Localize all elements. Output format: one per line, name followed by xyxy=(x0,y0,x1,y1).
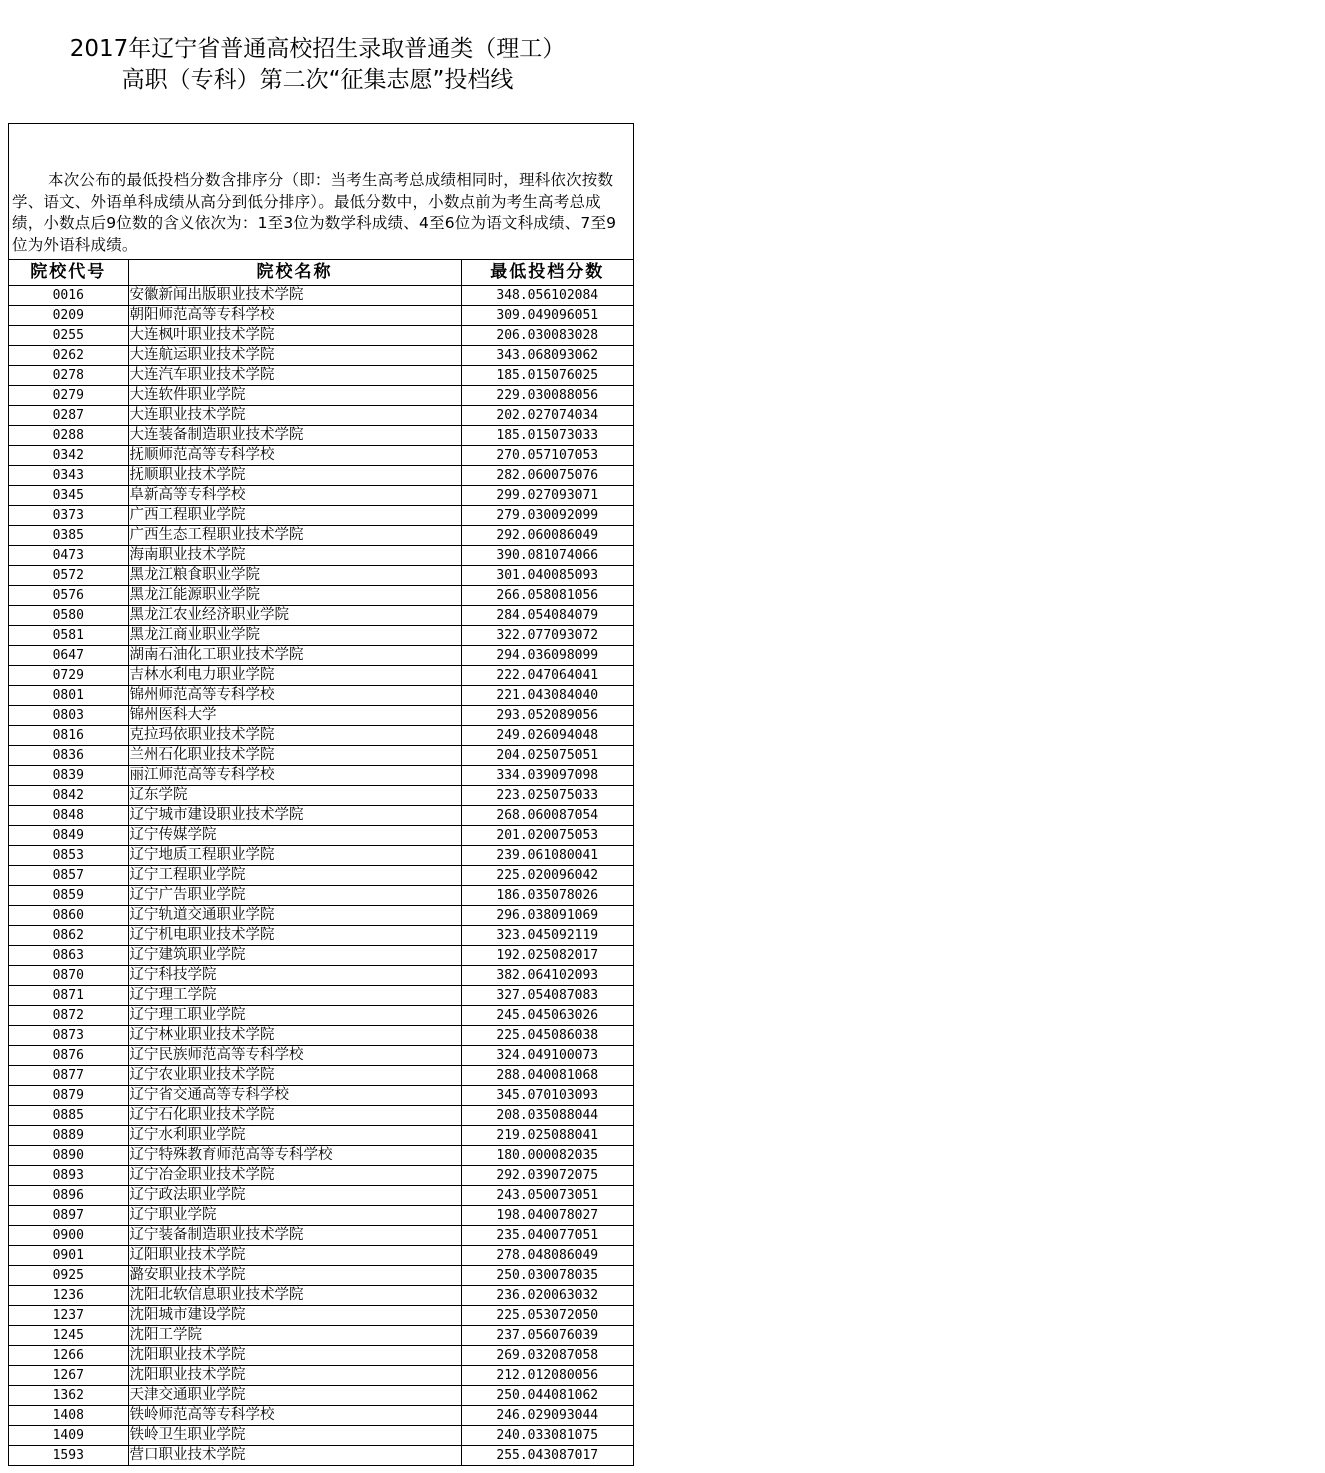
min-score-cell: 186.035078026 xyxy=(461,886,633,906)
school-code-cell: 0842 xyxy=(9,786,128,806)
school-code-cell: 0893 xyxy=(9,1166,128,1186)
school-name-cell: 黑龙江能源职业学院 xyxy=(128,586,461,606)
school-name-cell: 抚顺师范高等专科学校 xyxy=(128,446,461,466)
school-code-cell: 0871 xyxy=(9,986,128,1006)
table-row xyxy=(9,406,633,426)
school-code-cell: 0889 xyxy=(9,1126,128,1146)
table-row xyxy=(9,366,633,386)
table-row xyxy=(9,1246,633,1266)
min-score-cell: 180.000082035 xyxy=(461,1146,633,1166)
school-code-cell: 1408 xyxy=(9,1406,128,1426)
table-row xyxy=(9,466,633,486)
min-score-cell: 239.061080041 xyxy=(461,846,633,866)
min-score-cell: 208.035088044 xyxy=(461,1106,633,1126)
min-score-cell: 270.057107053 xyxy=(461,446,633,466)
table-row xyxy=(9,686,633,706)
table-row xyxy=(9,1226,633,1246)
school-code-cell: 1409 xyxy=(9,1426,128,1446)
school-name-cell: 海南职业技术学院 xyxy=(128,546,461,566)
school-name-cell: 辽宁理工职业学院 xyxy=(128,1006,461,1026)
school-name-cell: 锦州师范高等专科学校 xyxy=(128,686,461,706)
table-row xyxy=(9,966,633,986)
school-name-cell: 抚顺职业技术学院 xyxy=(128,466,461,486)
school-code-cell: 0255 xyxy=(9,326,128,346)
table-row xyxy=(9,1106,633,1126)
school-name-cell: 辽宁水利职业学院 xyxy=(128,1126,461,1146)
table-row xyxy=(9,1426,633,1446)
table-row xyxy=(9,926,633,946)
school-code-cell: 0262 xyxy=(9,346,128,366)
school-code-cell: 0900 xyxy=(9,1226,128,1246)
table-row xyxy=(9,1026,633,1046)
table-row xyxy=(9,526,633,546)
school-name-cell: 黑龙江农业经济职业学院 xyxy=(128,606,461,626)
school-name-cell: 辽宁工程职业学院 xyxy=(128,866,461,886)
school-name-cell: 大连汽车职业技术学院 xyxy=(128,366,461,386)
school-name-cell: 吉林水利电力职业学院 xyxy=(128,666,461,686)
school-code-cell: 0816 xyxy=(9,726,128,746)
school-name-cell: 辽宁民族师范高等专科学校 xyxy=(128,1046,461,1066)
min-score-cell: 309.049096051 xyxy=(461,306,633,326)
min-score-cell: 250.030078035 xyxy=(461,1266,633,1286)
school-name-cell: 天津交通职业学院 xyxy=(128,1386,461,1406)
table-row xyxy=(9,1286,633,1306)
school-code-cell: 0647 xyxy=(9,646,128,666)
min-score-cell: 269.032087058 xyxy=(461,1346,633,1366)
school-name-cell: 兰州石化职业技术学院 xyxy=(128,746,461,766)
min-score-cell: 322.077093072 xyxy=(461,626,633,646)
school-name-cell: 辽宁机电职业技术学院 xyxy=(128,926,461,946)
min-score-cell: 235.040077051 xyxy=(461,1226,633,1246)
min-score-cell: 223.025075033 xyxy=(461,786,633,806)
school-code-cell: 0343 xyxy=(9,466,128,486)
table-row xyxy=(9,986,633,1006)
min-score-cell: 201.020075053 xyxy=(461,826,633,846)
school-name-cell: 沈阳工学院 xyxy=(128,1326,461,1346)
title-line-2: 高职（专科）第二次“征集志愿”投档线 xyxy=(121,67,514,93)
school-code-cell: 0897 xyxy=(9,1206,128,1226)
school-code-cell: 1236 xyxy=(9,1286,128,1306)
table-row xyxy=(9,706,633,726)
school-code-cell: 0849 xyxy=(9,826,128,846)
school-code-cell: 0862 xyxy=(9,926,128,946)
min-score-cell: 266.058081056 xyxy=(461,586,633,606)
school-code-cell: 0863 xyxy=(9,946,128,966)
school-code-cell: 1267 xyxy=(9,1366,128,1386)
min-score-cell: 334.039097098 xyxy=(461,766,633,786)
school-code-cell: 0853 xyxy=(9,846,128,866)
table-row xyxy=(9,1206,633,1226)
school-code-cell: 0385 xyxy=(9,526,128,546)
min-score-cell: 219.025088041 xyxy=(461,1126,633,1146)
table-row xyxy=(9,306,633,326)
min-score-cell: 292.060086049 xyxy=(461,526,633,546)
school-code-cell: 0876 xyxy=(9,1046,128,1066)
school-code-cell: 1362 xyxy=(9,1386,128,1406)
school-name-cell: 辽宁城市建设职业技术学院 xyxy=(128,806,461,826)
min-score-cell: 292.039072075 xyxy=(461,1166,633,1186)
school-name-cell: 辽宁科技学院 xyxy=(128,966,461,986)
min-score-cell: 284.054084079 xyxy=(461,606,633,626)
table-row xyxy=(9,1086,633,1106)
min-score-cell: 245.045063026 xyxy=(461,1006,633,1026)
school-code-cell: 0857 xyxy=(9,866,128,886)
score-sheet xyxy=(8,123,634,1466)
school-name-cell: 辽宁特殊教育师范高等专科学校 xyxy=(128,1146,461,1166)
min-score-cell: 198.040078027 xyxy=(461,1206,633,1226)
school-name-cell: 黑龙江商业职业学院 xyxy=(128,626,461,646)
min-score-cell: 225.053072050 xyxy=(461,1306,633,1326)
min-score-cell: 255.043087017 xyxy=(461,1446,633,1466)
school-name-cell: 广西生态工程职业技术学院 xyxy=(128,526,461,546)
school-name-cell: 辽宁地质工程职业学院 xyxy=(128,846,461,866)
school-name-cell: 沈阳北软信息职业技术学院 xyxy=(128,1286,461,1306)
header-code: 院校代号 xyxy=(9,260,128,286)
school-name-cell: 辽宁理工学院 xyxy=(128,986,461,1006)
min-score-cell: 225.020096042 xyxy=(461,866,633,886)
school-code-cell: 0580 xyxy=(9,606,128,626)
table-row xyxy=(9,786,633,806)
school-name-cell: 辽阳职业技术学院 xyxy=(128,1246,461,1266)
table-row xyxy=(9,1166,633,1186)
school-code-cell: 1237 xyxy=(9,1306,128,1326)
school-name-cell: 安徽新闻出版职业技术学院 xyxy=(128,286,461,306)
school-name-cell: 大连软件职业学院 xyxy=(128,386,461,406)
min-score-cell: 243.050073051 xyxy=(461,1186,633,1206)
school-name-cell: 潞安职业技术学院 xyxy=(128,1266,461,1286)
school-code-cell: 0801 xyxy=(9,686,128,706)
table-row xyxy=(9,566,633,586)
table-row xyxy=(9,486,633,506)
page-title xyxy=(0,34,635,96)
table-row xyxy=(9,1046,633,1066)
school-code-cell: 0345 xyxy=(9,486,128,506)
school-name-cell: 大连枫叶职业技术学院 xyxy=(128,326,461,346)
table-row xyxy=(9,726,633,746)
table-row xyxy=(9,1186,633,1206)
table-row xyxy=(9,1006,633,1026)
table-row xyxy=(9,626,633,646)
min-score-cell: 204.025075051 xyxy=(461,746,633,766)
table-row xyxy=(9,1446,633,1466)
table-row xyxy=(9,1366,633,1386)
min-score-cell: 237.056076039 xyxy=(461,1326,633,1346)
school-code-cell: 1593 xyxy=(9,1446,128,1466)
school-code-cell: 0278 xyxy=(9,366,128,386)
school-name-cell: 铁岭师范高等专科学校 xyxy=(128,1406,461,1426)
school-name-cell: 锦州医科大学 xyxy=(128,706,461,726)
title-line-1: 2017年辽宁省普通高校招生录取普通类（理工） xyxy=(69,36,566,62)
school-name-cell: 辽宁传媒学院 xyxy=(128,826,461,846)
school-name-cell: 辽东学院 xyxy=(128,786,461,806)
table-row xyxy=(9,646,633,666)
table-row xyxy=(9,666,633,686)
school-code-cell: 0016 xyxy=(9,286,128,306)
school-code-cell: 1266 xyxy=(9,1346,128,1366)
school-name-cell: 辽宁建筑职业学院 xyxy=(128,946,461,966)
school-code-cell: 0890 xyxy=(9,1146,128,1166)
table-row xyxy=(9,1306,633,1326)
school-code-cell: 0473 xyxy=(9,546,128,566)
header-row xyxy=(9,260,633,286)
table-row xyxy=(9,326,633,346)
table-row xyxy=(9,506,633,526)
min-score-cell: 222.047064041 xyxy=(461,666,633,686)
school-name-cell: 辽宁林业职业技术学院 xyxy=(128,1026,461,1046)
table-row xyxy=(9,386,633,406)
school-code-cell: 0873 xyxy=(9,1026,128,1046)
table-row xyxy=(9,426,633,446)
school-code-cell: 0901 xyxy=(9,1246,128,1266)
min-score-cell: 225.045086038 xyxy=(461,1026,633,1046)
table-row xyxy=(9,906,633,926)
school-code-cell: 0209 xyxy=(9,306,128,326)
table-row xyxy=(9,826,633,846)
table-row xyxy=(9,746,633,766)
school-code-cell: 0885 xyxy=(9,1106,128,1126)
school-code-cell: 0848 xyxy=(9,806,128,826)
min-score-cell: 345.070103093 xyxy=(461,1086,633,1106)
explanation-note: 本次公布的最低投档分数含排序分（即：当考生高考总成绩相同时，理科依次按数学、语文、外语单科成绩从高分到低分排序）。最低分数中，小数点前为考生高考总成绩，小数点后9位数的含义依次为：1至3位为数学科成绩、4至6位为语文科成绩、7至9位为外语科成绩。 xyxy=(12,171,617,254)
min-score-cell: 343.068093062 xyxy=(461,346,633,366)
table-row xyxy=(9,846,633,866)
school-name-cell: 辽宁石化职业技术学院 xyxy=(128,1106,461,1126)
school-code-cell: 0572 xyxy=(9,566,128,586)
school-code-cell: 0287 xyxy=(9,406,128,426)
min-score-cell: 250.044081062 xyxy=(461,1386,633,1406)
min-score-cell: 185.015073033 xyxy=(461,426,633,446)
school-code-cell: 0373 xyxy=(9,506,128,526)
table-row xyxy=(9,1326,633,1346)
table-row xyxy=(9,606,633,626)
table-row xyxy=(9,586,633,606)
table-row xyxy=(9,446,633,466)
header-name: 院校名称 xyxy=(128,260,461,286)
min-score-cell: 348.056102084 xyxy=(461,286,633,306)
school-name-cell: 辽宁职业学院 xyxy=(128,1206,461,1226)
table-row xyxy=(9,1266,633,1286)
min-score-cell: 324.049100073 xyxy=(461,1046,633,1066)
school-name-cell: 黑龙江粮食职业学院 xyxy=(128,566,461,586)
table-body xyxy=(9,286,633,1466)
header-score: 最低投档分数 xyxy=(461,260,633,286)
min-score-cell: 294.036098099 xyxy=(461,646,633,666)
min-score-cell: 301.040085093 xyxy=(461,566,633,586)
school-code-cell: 0879 xyxy=(9,1086,128,1106)
min-score-cell: 296.038091069 xyxy=(461,906,633,926)
school-code-cell: 0872 xyxy=(9,1006,128,1026)
table-row xyxy=(9,1406,633,1426)
school-code-cell: 0839 xyxy=(9,766,128,786)
school-code-cell: 0342 xyxy=(9,446,128,466)
school-name-cell: 辽宁冶金职业技术学院 xyxy=(128,1166,461,1186)
school-name-cell: 辽宁广告职业学院 xyxy=(128,886,461,906)
table-row xyxy=(9,886,633,906)
school-name-cell: 克拉玛依职业技术学院 xyxy=(128,726,461,746)
school-name-cell: 辽宁政法职业学院 xyxy=(128,1186,461,1206)
school-code-cell: 0288 xyxy=(9,426,128,446)
school-code-cell: 0860 xyxy=(9,906,128,926)
min-score-cell: 185.015076025 xyxy=(461,366,633,386)
school-code-cell: 0836 xyxy=(9,746,128,766)
school-name-cell: 大连职业技术学院 xyxy=(128,406,461,426)
school-code-cell: 0729 xyxy=(9,666,128,686)
school-code-cell: 0279 xyxy=(9,386,128,406)
school-name-cell: 湖南石油化工职业技术学院 xyxy=(128,646,461,666)
school-code-cell: 0896 xyxy=(9,1186,128,1206)
table-row xyxy=(9,946,633,966)
school-name-cell: 沈阳职业技术学院 xyxy=(128,1346,461,1366)
school-code-cell: 0870 xyxy=(9,966,128,986)
min-score-cell: 268.060087054 xyxy=(461,806,633,826)
min-score-cell: 382.064102093 xyxy=(461,966,633,986)
table-row xyxy=(9,1346,633,1366)
school-name-cell: 营口职业技术学院 xyxy=(128,1446,461,1466)
min-score-cell: 390.081074066 xyxy=(461,546,633,566)
school-name-cell: 广西工程职业学院 xyxy=(128,506,461,526)
table-row xyxy=(9,866,633,886)
min-score-cell: 192.025082017 xyxy=(461,946,633,966)
table-row xyxy=(9,546,633,566)
school-name-cell: 丽江师范高等专科学校 xyxy=(128,766,461,786)
school-name-cell: 铁岭卫生职业学院 xyxy=(128,1426,461,1446)
min-score-cell: 288.040081068 xyxy=(461,1066,633,1086)
min-score-cell: 236.020063032 xyxy=(461,1286,633,1306)
school-code-cell: 0859 xyxy=(9,886,128,906)
score-table xyxy=(9,259,633,1465)
school-name-cell: 大连航运职业技术学院 xyxy=(128,346,461,366)
school-name-cell: 沈阳职业技术学院 xyxy=(128,1366,461,1386)
school-name-cell: 朝阳师范高等专科学校 xyxy=(128,306,461,326)
school-name-cell: 辽宁轨道交通职业学院 xyxy=(128,906,461,926)
school-code-cell: 0581 xyxy=(9,626,128,646)
school-code-cell: 0803 xyxy=(9,706,128,726)
min-score-cell: 240.033081075 xyxy=(461,1426,633,1446)
table-row xyxy=(9,346,633,366)
school-name-cell: 大连装备制造职业技术学院 xyxy=(128,426,461,446)
min-score-cell: 229.030088056 xyxy=(461,386,633,406)
school-code-cell: 0576 xyxy=(9,586,128,606)
table-row xyxy=(9,286,633,306)
school-code-cell: 0877 xyxy=(9,1066,128,1086)
min-score-cell: 212.012080056 xyxy=(461,1366,633,1386)
min-score-cell: 327.054087083 xyxy=(461,986,633,1006)
table-row xyxy=(9,1066,633,1086)
min-score-cell: 221.043084040 xyxy=(461,686,633,706)
min-score-cell: 282.060075076 xyxy=(461,466,633,486)
school-name-cell: 沈阳城市建设学院 xyxy=(128,1306,461,1326)
school-code-cell: 0925 xyxy=(9,1266,128,1286)
table-row xyxy=(9,1146,633,1166)
min-score-cell: 202.027074034 xyxy=(461,406,633,426)
min-score-cell: 279.030092099 xyxy=(461,506,633,526)
table-row xyxy=(9,1126,633,1146)
table-row xyxy=(9,766,633,786)
min-score-cell: 323.045092119 xyxy=(461,926,633,946)
school-name-cell: 辽宁省交通高等专科学校 xyxy=(128,1086,461,1106)
school-name-cell: 辽宁农业职业技术学院 xyxy=(128,1066,461,1086)
min-score-cell: 246.029093044 xyxy=(461,1406,633,1426)
min-score-cell: 249.026094048 xyxy=(461,726,633,746)
school-name-cell: 辽宁装备制造职业技术学院 xyxy=(128,1226,461,1246)
table-row xyxy=(9,806,633,826)
min-score-cell: 278.048086049 xyxy=(461,1246,633,1266)
min-score-cell: 206.030083028 xyxy=(461,326,633,346)
min-score-cell: 299.027093071 xyxy=(461,486,633,506)
school-name-cell: 阜新高等专科学校 xyxy=(128,486,461,506)
school-code-cell: 1245 xyxy=(9,1326,128,1346)
min-score-cell: 293.052089056 xyxy=(461,706,633,726)
table-row xyxy=(9,1386,633,1406)
